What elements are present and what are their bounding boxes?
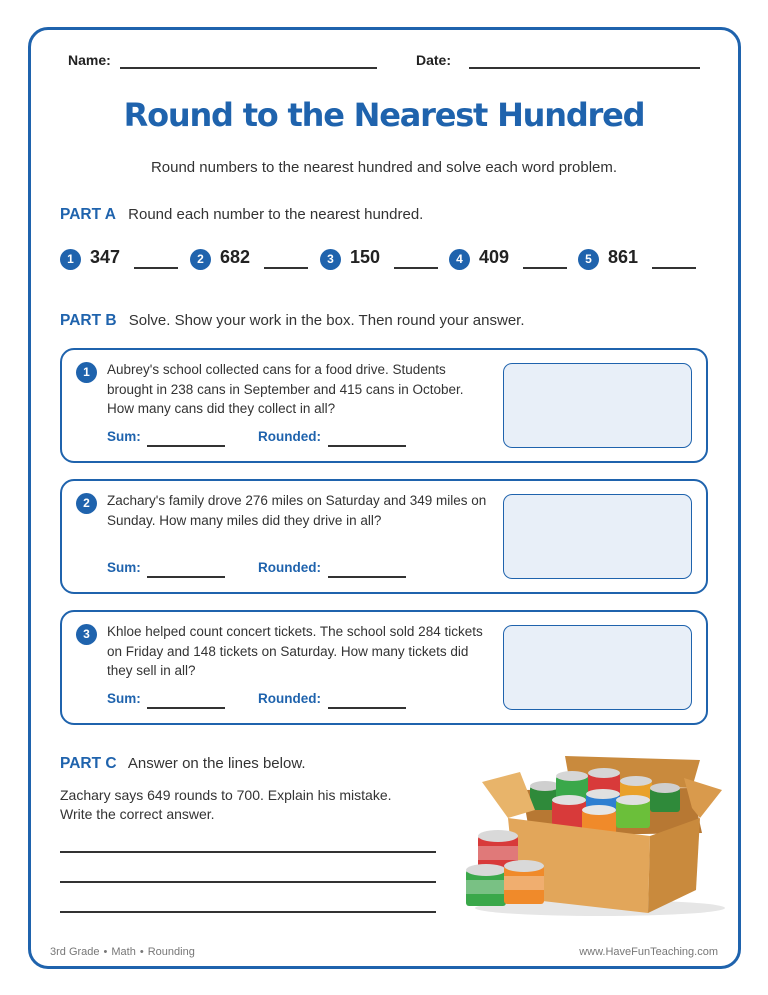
item-number-badge: 2 bbox=[190, 249, 211, 270]
page-title: Round to the Nearest Hundred bbox=[123, 96, 645, 134]
part-a-tag: PART A bbox=[60, 206, 116, 223]
answer-line[interactable] bbox=[264, 267, 308, 269]
writing-line[interactable] bbox=[60, 881, 436, 883]
rounded-label: Rounded: bbox=[258, 429, 321, 444]
page-subtitle: Round numbers to the nearest hundred and solve each word problem. bbox=[150, 159, 618, 176]
footer-topic: Rounding bbox=[147, 946, 195, 958]
part-c-question bbox=[60, 786, 440, 824]
item-number-badge: 1 bbox=[60, 249, 81, 270]
writing-line[interactable] bbox=[60, 911, 436, 913]
sum-label: Sum: bbox=[107, 429, 141, 444]
problem-number-badge: 2 bbox=[76, 493, 97, 514]
part-a-instruction: Round each number to the nearest hundred. bbox=[128, 206, 424, 223]
writing-line[interactable] bbox=[60, 851, 436, 853]
name-label: Name: bbox=[68, 52, 111, 68]
rounded-label: Rounded: bbox=[258, 560, 321, 575]
part-c-heading bbox=[60, 755, 306, 773]
part-b-heading bbox=[60, 312, 525, 330]
name-field[interactable] bbox=[120, 67, 377, 69]
rounded-answer-line[interactable] bbox=[328, 445, 406, 447]
work-box[interactable] bbox=[503, 363, 692, 448]
rounded-label: Rounded: bbox=[258, 691, 321, 706]
footer-site[interactable]: www.HaveFunTeaching.com bbox=[579, 946, 718, 958]
problem-number-badge: 1 bbox=[76, 362, 97, 383]
problem-text: Zachary's family drove 276 miles on Saturday and 349 miles on Sunday. How many miles did they drive in all? bbox=[107, 493, 487, 528]
work-box[interactable] bbox=[503, 625, 692, 710]
number-to-round: 150 bbox=[350, 247, 381, 267]
part-c-instruction: Answer on the lines below. bbox=[127, 755, 306, 772]
answer-line[interactable] bbox=[134, 267, 178, 269]
part-c-question-line: Write the correct answer. bbox=[60, 806, 215, 822]
number-to-round: 409 bbox=[479, 247, 510, 267]
item-number-badge: 5 bbox=[578, 249, 599, 270]
number-to-round: 347 bbox=[90, 247, 121, 267]
part-b-instruction: Solve. Show your work in the box. Then round your answer. bbox=[128, 312, 525, 329]
sum-label: Sum: bbox=[107, 691, 141, 706]
date-label: Date: bbox=[416, 52, 452, 68]
word-problem-card bbox=[60, 610, 708, 725]
answer-line[interactable] bbox=[523, 267, 567, 269]
footer-grade: 3rd Grade bbox=[50, 946, 100, 958]
sum-answer-line[interactable] bbox=[147, 707, 225, 709]
problem-text: Khloe helped count concert tickets. The school sold 284 tickets on Friday and 148 tickets on Saturday. How many tickets did they sell in all? bbox=[107, 624, 483, 678]
sum-answer-line[interactable] bbox=[147, 445, 225, 447]
word-problem-card bbox=[60, 479, 708, 594]
footer-subject: Math bbox=[111, 946, 136, 958]
rounded-answer-line[interactable] bbox=[328, 707, 406, 709]
footer-tags bbox=[50, 946, 195, 958]
rounded-answer-line[interactable] bbox=[328, 576, 406, 578]
sum-label: Sum: bbox=[107, 560, 141, 575]
number-to-round: 861 bbox=[608, 247, 639, 267]
problem-number-badge: 3 bbox=[76, 624, 97, 645]
part-c-question-line: Zachary says 649 rounds to 700. Explain his mistake. bbox=[60, 787, 392, 803]
sum-answer-line[interactable] bbox=[147, 576, 225, 578]
bullet-separator: • bbox=[103, 946, 108, 958]
problem-text: Aubrey's school collected cans for a food drive. Students brought in 238 cans in September and 415 cans in October. How many cans did they collect in all? bbox=[107, 362, 464, 416]
word-problem-card bbox=[60, 348, 708, 463]
part-a-heading bbox=[60, 206, 423, 224]
part-b-tag: PART B bbox=[60, 312, 117, 329]
answer-line[interactable] bbox=[394, 267, 438, 269]
work-box[interactable] bbox=[503, 494, 692, 579]
answer-line[interactable] bbox=[652, 267, 696, 269]
item-number-badge: 3 bbox=[320, 249, 341, 270]
box-of-cans-illustration bbox=[460, 748, 730, 918]
number-to-round: 682 bbox=[220, 247, 251, 267]
bullet-separator: • bbox=[139, 946, 144, 958]
item-number-badge: 4 bbox=[449, 249, 470, 270]
part-c-tag: PART C bbox=[60, 755, 117, 772]
date-field[interactable] bbox=[469, 67, 700, 69]
